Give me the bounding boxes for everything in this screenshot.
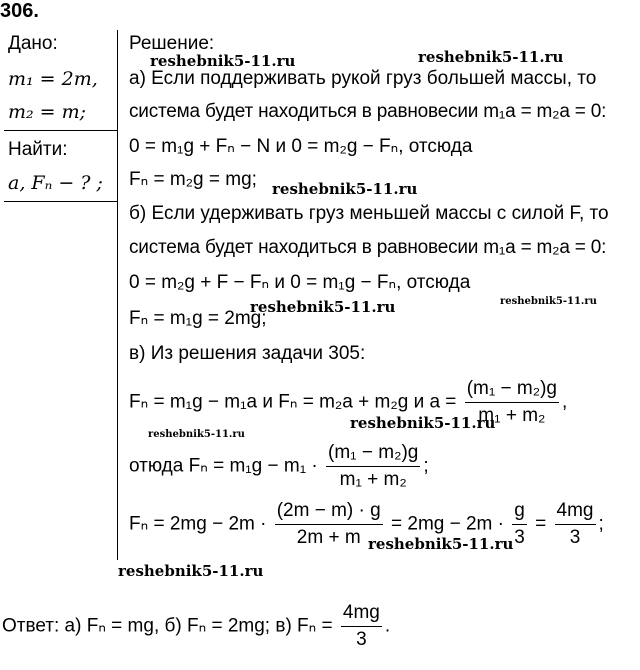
fraction-b-denominator: m₁ + m₂ <box>339 469 407 490</box>
column-divider <box>117 30 118 560</box>
part-c-line-3-end: ; <box>423 455 429 477</box>
answer-fraction <box>341 602 382 651</box>
watermark: reshebnik5-11.ru <box>418 48 564 66</box>
answer-fraction-denominator: 3 <box>356 629 367 650</box>
fraction-d <box>512 500 527 549</box>
problem-number: 306. <box>0 0 39 22</box>
part-c-line-3-left: отюда Fₙ = m₁g − m₁ · <box>129 455 318 477</box>
fraction-e <box>555 500 596 549</box>
given-m1: m₁ = 2m, <box>8 68 98 90</box>
part-c-line-3 <box>129 442 429 491</box>
fraction-d-denominator: 3 <box>514 527 525 548</box>
fraction-c-numerator: (2m − m) · g <box>275 500 383 525</box>
part-b-line-1: б) Если удерживать груз меньшей массы с силой F, то <box>129 203 609 224</box>
answer-fraction-numerator: 4mg <box>341 602 382 627</box>
find-header: Найти: <box>8 139 68 160</box>
solution-header: Решение: <box>129 33 215 54</box>
part-a-line-4: Fₙ = m₂g = mg; <box>129 169 257 190</box>
part-b-line-3: 0 = m₂g + F − Fₙ и 0 = m₁g − Fₙ, отсюда <box>129 272 471 293</box>
answer-line <box>2 602 390 651</box>
watermark: reshebnik5-11.ru <box>250 298 396 316</box>
find-values: a, Fₙ − ? ; <box>8 172 103 194</box>
part-b-line-4: Fₙ = m₁g = 2mg; <box>129 308 267 329</box>
watermark: reshebnik5-11.ru <box>500 296 597 307</box>
part-c-line-4-eq: = <box>535 513 547 535</box>
answer-left: Ответ: а) Fₙ = mg, б) Fₙ = 2mg; в) Fₙ = <box>2 615 333 637</box>
given-divider <box>4 130 117 131</box>
part-a-line-1: а) Если поддерживать рукой груз большей массы, то <box>129 68 597 89</box>
fraction-d-numerator: g <box>512 500 527 525</box>
part-c-line-4-left: Fₙ = 2mg − 2m · <box>129 513 267 535</box>
watermark: reshebnik5-11.ru <box>368 535 514 553</box>
fraction-c-denominator: 2m + m <box>296 527 361 548</box>
fraction-b-numerator: (m₁ − m₂)g <box>326 442 420 467</box>
part-c-line-2 <box>129 378 567 427</box>
watermark: reshebnik5-11.ru <box>150 52 296 70</box>
part-c-line-2-left: Fₙ = m₁g − m₁a и Fₙ = m₂a + m₂g и a = <box>129 391 457 413</box>
watermark: reshebnik5-11.ru <box>118 562 264 580</box>
part-b-line-2: система будет находиться в равновесии m₁a = m₂a = 0: <box>129 237 607 258</box>
fraction-a-numerator: (m₁ − m₂)g <box>465 378 559 403</box>
part-c-line-1: в) Из решения задачи 305: <box>129 343 366 364</box>
fraction-e-denominator: 3 <box>569 527 581 548</box>
find-divider <box>4 201 117 202</box>
fraction-c <box>275 500 383 549</box>
given-m2: m₂ = m; <box>8 101 87 123</box>
part-a-line-2: система будет находиться в равновесии m₁a = m₂a = 0: <box>129 101 607 122</box>
fraction-e-numerator: 4mg <box>555 500 596 525</box>
part-a-line-3: 0 = m₁g + Fₙ − N и 0 = m₂g − Fₙ, отсюда <box>129 136 473 157</box>
answer-end: . <box>384 615 391 637</box>
part-c-line-4 <box>129 500 604 549</box>
watermark: reshebnik5-11.ru <box>148 429 245 440</box>
part-c-line-4-mid: = 2mg − 2m · <box>391 513 504 535</box>
fraction-a-denominator: m₁ + m₂ <box>478 405 546 426</box>
given-header: Дано: <box>8 33 58 54</box>
watermark: reshebnik5-11.ru <box>350 414 496 432</box>
part-c-line-4-end: ; <box>598 513 604 535</box>
watermark: reshebnik5-11.ru <box>272 180 418 198</box>
fraction-b <box>326 442 420 491</box>
part-c-line-2-end: , <box>562 391 568 413</box>
